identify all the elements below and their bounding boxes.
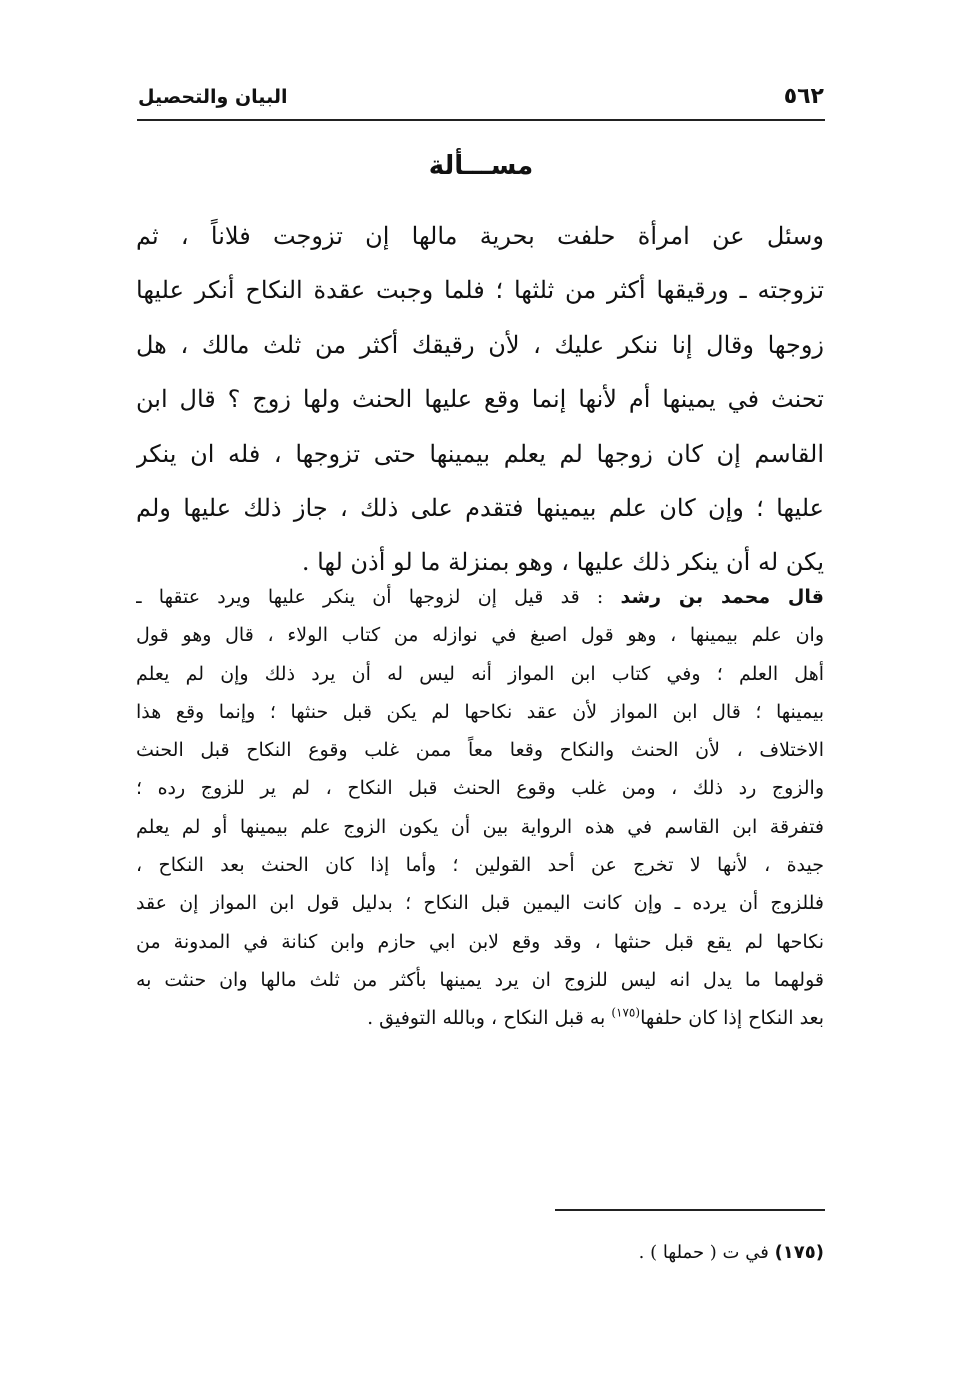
- question-line: زوجها وقال إنا ننكر عليك ، لأن رقيقك أكثر من ثلث مالك ، هل: [136, 330, 824, 359]
- section-title: مســـألة: [428, 151, 534, 181]
- commentary-line: الاختلاف ، لأن الحنث والنكاح وقعا معاً ممن غلب وقوع النكاح قبل الحنث: [136, 739, 824, 762]
- question-line: تزوجته ـ ورقيقها أكثر من ثلثها ؛ فلما وجبت عقدة النكاح أنكر عليها: [136, 276, 824, 305]
- footnote-reference[interactable]: (١٧٥): [611, 1005, 641, 1020]
- commentary-paragraph: [136, 578, 824, 1038]
- page-number: ٥٦٢: [783, 84, 824, 109]
- page-header: [138, 82, 824, 112]
- commentary-line: والزوج رد ذلك ، ومن غلب وقوع الحنث قبل النكاح ، لم ير للزوج رده ؛: [136, 777, 824, 800]
- footnote-text: في ت ( حملها ) .: [638, 1242, 775, 1263]
- commentary-line: وان علم بيمينها ، وهو قول اصبغ في نوازله من كتاب الولاء ، قال وهو قول: [136, 624, 824, 647]
- commentary-last-line-start: بعد النكاح إذا كان حلفها: [640, 1007, 824, 1030]
- footnote: [138, 1238, 824, 1268]
- commentary-line: بيمينها ؛ قال ابن المواز لأن عقد نكاحها لم يكن قبل حنثها ؛ وإنما وقع هذا: [136, 700, 824, 723]
- question-line: وسئل عن امرأة حلفت بحرية مالها إن تزوجت فلاناً ، ثم: [136, 222, 824, 250]
- question-paragraph: [136, 209, 824, 590]
- question-line: القاسم إن كان زوجها لم يعلم بيمينها حتى تزوجها ، فله ان ينكر: [136, 439, 824, 468]
- commentary-last-line-end: به قبل النكاح ، وبالله التوفيق .: [367, 1007, 612, 1030]
- header-rule: [137, 119, 825, 121]
- commentary-first-line: [136, 578, 824, 616]
- commentary-line: فللزوج أن يرده ـ وإن كانت اليمين قبل النكاح ؛ بدليل قول ابن المواز إن عقد: [136, 892, 824, 915]
- commentary-line: فتفرقة ابن القاسم في هذه الرواية بين أن يكون الزوج علم بيمينها أو لم يعلم: [136, 815, 824, 838]
- running-title: البيان والتحصيل: [138, 86, 288, 108]
- footnote-number: (١٧٥): [774, 1242, 824, 1263]
- commentary-first-line-rest: : قد قيل إن لزوجها أن ينكر عليها ويرد عتقها ـ: [136, 586, 621, 608]
- commentary-line: جيدة ، لأنها لا تخرج عن أحد القولين ؛ وأما إذا كان الحنث بعد النكاح ،: [136, 854, 824, 877]
- commentary-line: أهل العلم ؛ وفي كتاب ابن المواز أنه ليس له أن يرد ذلك وإن لم يعلم: [136, 662, 824, 685]
- commentary-last-line: [136, 999, 824, 1037]
- commentary-lead: قال محمد بن رشد: [620, 586, 824, 608]
- footnote-rule: [555, 1209, 825, 1211]
- question-line: يكن له أن ينكر ذلك عليها ، وهو بمنزلة ما لو أذن لها .: [301, 548, 824, 577]
- question-line: تحنث في يمينها أم لأنها إنما وقع عليها الحنث ولها زوج ؟ قال ابن: [136, 385, 824, 414]
- commentary-line: نكاحها لم يقع قبل حنثها ، وقد وقع لابن ابي حازم وابن كنانة في المدونة من: [136, 930, 824, 953]
- commentary-line: قولهما ما يدل انه ليس للزوج ان يرد يمينها بأكثر من ثلث مالها وان حنثت به: [136, 968, 824, 991]
- question-line: عليها ؛ وإن كان علم بيمينها فتقدم على ذلك ، جاز ذلك عليها ولم: [136, 493, 824, 522]
